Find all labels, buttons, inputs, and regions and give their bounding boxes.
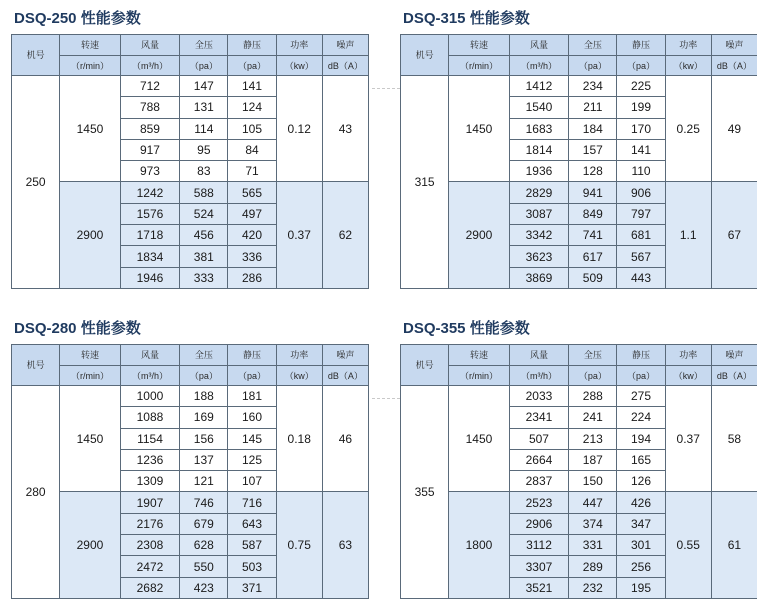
power-cell: 0.75: [276, 492, 322, 598]
airflow-cell: 3869: [509, 267, 569, 288]
airflow-cell: 1242: [120, 182, 180, 203]
power-cell: 0.37: [276, 182, 322, 288]
static-pressure-cell: 195: [617, 577, 665, 598]
static-pressure-cell: 275: [617, 386, 665, 407]
spec-block-dsq-280: [11, 318, 371, 599]
total-pressure-cell: 241: [569, 407, 617, 428]
airflow-cell: 2308: [120, 535, 180, 556]
header-speed-unit: （r/min）: [60, 366, 121, 386]
total-pressure-cell: 137: [180, 449, 228, 470]
airflow-cell: 3307: [509, 556, 569, 577]
airflow-cell: 2341: [509, 407, 569, 428]
static-pressure-cell: 256: [617, 556, 665, 577]
header-static-pressure: 静压: [617, 35, 665, 56]
header-speed-unit: （r/min）: [449, 366, 510, 386]
airflow-cell: 2837: [509, 471, 569, 492]
header-static-pressure: 静压: [617, 345, 665, 366]
airflow-cell: 1683: [509, 118, 569, 139]
power-cell: 0.55: [665, 492, 711, 598]
header-airflow-unit: （m³/h）: [509, 366, 569, 386]
total-pressure-cell: 289: [569, 556, 617, 577]
table-row: [401, 386, 757, 407]
static-pressure-cell: 165: [617, 449, 665, 470]
airflow-cell: 2906: [509, 513, 569, 534]
header-power: 功率: [665, 345, 711, 366]
header-noise-unit: dB（A）: [711, 366, 757, 386]
header-airflow: 风量: [509, 35, 569, 56]
header-speed: 转速: [60, 35, 121, 56]
header-noise: 噪声: [322, 35, 368, 56]
static-pressure-cell: 497: [228, 203, 276, 224]
static-pressure-cell: 141: [228, 76, 276, 97]
table-title: DSQ-250 性能参数: [14, 10, 141, 27]
header-total-pressure: 全压: [180, 35, 228, 56]
static-pressure-cell: 126: [617, 471, 665, 492]
airflow-cell: 712: [120, 76, 180, 97]
total-pressure-cell: 232: [569, 577, 617, 598]
airflow-cell: 973: [120, 161, 180, 182]
divider-dashes: [372, 88, 400, 89]
static-pressure-cell: 426: [617, 492, 665, 513]
airflow-cell: 3087: [509, 203, 569, 224]
static-pressure-cell: 125: [228, 449, 276, 470]
header-power: 功率: [276, 345, 322, 366]
static-pressure-cell: 107: [228, 471, 276, 492]
power-cell: 0.25: [665, 76, 711, 182]
total-pressure-cell: 211: [569, 97, 617, 118]
header-static-pressure-unit: （pa）: [228, 366, 276, 386]
static-pressure-cell: 587: [228, 535, 276, 556]
static-pressure-cell: 906: [617, 182, 665, 203]
static-pressure-cell: 371: [228, 577, 276, 598]
total-pressure-cell: 524: [180, 203, 228, 224]
spec-block-dsq-355: [400, 318, 757, 599]
airflow-cell: 3623: [509, 246, 569, 267]
static-pressure-cell: 643: [228, 513, 276, 534]
table-row: [12, 492, 369, 513]
header-power-unit: （kw）: [665, 366, 711, 386]
header-power-unit: （kw）: [276, 56, 322, 76]
total-pressure-cell: 288: [569, 386, 617, 407]
performance-table: [400, 344, 757, 599]
header-model: 机号: [401, 35, 449, 76]
table-row: [401, 182, 757, 203]
airflow-cell: 1814: [509, 139, 569, 160]
total-pressure-cell: 423: [180, 577, 228, 598]
header-static-pressure-unit: （pa）: [617, 56, 665, 76]
performance-table: [11, 34, 369, 289]
spec-block-dsq-315: [400, 8, 757, 289]
static-pressure-cell: 301: [617, 535, 665, 556]
performance-table: [11, 344, 369, 599]
airflow-cell: 1907: [120, 492, 180, 513]
airflow-cell: 1576: [120, 203, 180, 224]
static-pressure-cell: 199: [617, 97, 665, 118]
total-pressure-cell: 333: [180, 267, 228, 288]
header-total-pressure-unit: （pa）: [180, 366, 228, 386]
static-pressure-cell: 194: [617, 428, 665, 449]
header-airflow: 风量: [509, 345, 569, 366]
header-noise-unit: dB（A）: [711, 56, 757, 76]
static-pressure-cell: 160: [228, 407, 276, 428]
header-power: 功率: [276, 35, 322, 56]
header-airflow-unit: （m³/h）: [120, 366, 180, 386]
speed-cell: 2900: [60, 182, 121, 288]
static-pressure-cell: 797: [617, 203, 665, 224]
total-pressure-cell: 550: [180, 556, 228, 577]
header-static-pressure: 静压: [228, 345, 276, 366]
model-cell: 355: [401, 386, 449, 599]
spec-block-dsq-250: [11, 8, 371, 289]
airflow-cell: 1412: [509, 76, 569, 97]
airflow-cell: 917: [120, 139, 180, 160]
static-pressure-cell: 105: [228, 118, 276, 139]
model-cell: 280: [12, 386, 60, 599]
static-pressure-cell: 225: [617, 76, 665, 97]
airflow-cell: 2472: [120, 556, 180, 577]
speed-cell: 1450: [449, 76, 510, 182]
static-pressure-cell: 71: [228, 161, 276, 182]
header-speed-unit: （r/min）: [60, 56, 121, 76]
noise-cell: 43: [322, 76, 368, 182]
header-speed: 转速: [449, 35, 510, 56]
noise-cell: 49: [711, 76, 757, 182]
total-pressure-cell: 213: [569, 428, 617, 449]
total-pressure-cell: 941: [569, 182, 617, 203]
noise-cell: 63: [322, 492, 368, 598]
header-airflow: 风量: [120, 345, 180, 366]
header-static-pressure-unit: （pa）: [617, 366, 665, 386]
noise-cell: 62: [322, 182, 368, 288]
header-static-pressure: 静压: [228, 35, 276, 56]
table-title: DSQ-280 性能参数: [14, 320, 141, 337]
header-power: 功率: [665, 35, 711, 56]
header-airflow-unit: （m³/h）: [509, 56, 569, 76]
model-cell: 315: [401, 76, 449, 289]
airflow-cell: 1718: [120, 225, 180, 246]
static-pressure-cell: 565: [228, 182, 276, 203]
table-title: DSQ-355 性能参数: [403, 320, 530, 337]
header-airflow: 风量: [120, 35, 180, 56]
header-total-pressure: 全压: [569, 35, 617, 56]
total-pressure-cell: 128: [569, 161, 617, 182]
speed-cell: 2900: [60, 492, 121, 598]
total-pressure-cell: 95: [180, 139, 228, 160]
static-pressure-cell: 110: [617, 161, 665, 182]
total-pressure-cell: 150: [569, 471, 617, 492]
total-pressure-cell: 331: [569, 535, 617, 556]
total-pressure-cell: 849: [569, 203, 617, 224]
static-pressure-cell: 141: [617, 139, 665, 160]
header-total-pressure: 全压: [569, 345, 617, 366]
header-power-unit: （kw）: [665, 56, 711, 76]
header-static-pressure-unit: （pa）: [228, 56, 276, 76]
airflow-cell: 2523: [509, 492, 569, 513]
airflow-cell: 859: [120, 118, 180, 139]
airflow-cell: 1309: [120, 471, 180, 492]
model-cell: 250: [12, 76, 60, 289]
airflow-cell: 788: [120, 97, 180, 118]
header-power-unit: （kw）: [276, 366, 322, 386]
airflow-cell: 2664: [509, 449, 569, 470]
header-noise: 噪声: [322, 345, 368, 366]
noise-cell: 61: [711, 492, 757, 598]
static-pressure-cell: 503: [228, 556, 276, 577]
total-pressure-cell: 509: [569, 267, 617, 288]
header-model: 机号: [12, 345, 60, 386]
header-total-pressure: 全压: [180, 345, 228, 366]
static-pressure-cell: 420: [228, 225, 276, 246]
airflow-cell: 3342: [509, 225, 569, 246]
power-cell: 0.37: [665, 386, 711, 492]
airflow-cell: 2829: [509, 182, 569, 203]
header-noise-unit: dB（A）: [322, 366, 368, 386]
total-pressure-cell: 381: [180, 246, 228, 267]
total-pressure-cell: 374: [569, 513, 617, 534]
airflow-cell: 1936: [509, 161, 569, 182]
divider-dashes: [372, 398, 400, 399]
total-pressure-cell: 456: [180, 225, 228, 246]
power-cell: 0.12: [276, 76, 322, 182]
static-pressure-cell: 347: [617, 513, 665, 534]
airflow-cell: 1154: [120, 428, 180, 449]
airflow-cell: 1236: [120, 449, 180, 470]
speed-cell: 1450: [449, 386, 510, 492]
header-model: 机号: [12, 35, 60, 76]
total-pressure-cell: 114: [180, 118, 228, 139]
total-pressure-cell: 617: [569, 246, 617, 267]
airflow-cell: 1540: [509, 97, 569, 118]
airflow-cell: 507: [509, 428, 569, 449]
total-pressure-cell: 746: [180, 492, 228, 513]
header-noise: 噪声: [711, 35, 757, 56]
total-pressure-cell: 187: [569, 449, 617, 470]
total-pressure-cell: 131: [180, 97, 228, 118]
static-pressure-cell: 716: [228, 492, 276, 513]
header-speed-unit: （r/min）: [449, 56, 510, 76]
airflow-cell: 2033: [509, 386, 569, 407]
static-pressure-cell: 84: [228, 139, 276, 160]
total-pressure-cell: 83: [180, 161, 228, 182]
header-total-pressure-unit: （pa）: [180, 56, 228, 76]
airflow-cell: 3521: [509, 577, 569, 598]
table-row: [401, 76, 757, 97]
total-pressure-cell: 169: [180, 407, 228, 428]
static-pressure-cell: 336: [228, 246, 276, 267]
power-cell: 1.1: [665, 182, 711, 288]
total-pressure-cell: 628: [180, 535, 228, 556]
performance-table: [400, 34, 757, 289]
total-pressure-cell: 157: [569, 139, 617, 160]
static-pressure-cell: 567: [617, 246, 665, 267]
total-pressure-cell: 188: [180, 386, 228, 407]
airflow-cell: 2682: [120, 577, 180, 598]
table-row: [12, 182, 369, 203]
table-row: [12, 386, 369, 407]
total-pressure-cell: 741: [569, 225, 617, 246]
header-total-pressure-unit: （pa）: [569, 366, 617, 386]
power-cell: 0.18: [276, 386, 322, 492]
speed-cell: 1800: [449, 492, 510, 598]
total-pressure-cell: 234: [569, 76, 617, 97]
header-model: 机号: [401, 345, 449, 386]
total-pressure-cell: 156: [180, 428, 228, 449]
airflow-cell: 1946: [120, 267, 180, 288]
table-title: DSQ-315 性能参数: [403, 10, 530, 27]
static-pressure-cell: 145: [228, 428, 276, 449]
header-airflow-unit: （m³/h）: [120, 56, 180, 76]
static-pressure-cell: 224: [617, 407, 665, 428]
airflow-cell: 1834: [120, 246, 180, 267]
header-speed: 转速: [449, 345, 510, 366]
total-pressure-cell: 184: [569, 118, 617, 139]
static-pressure-cell: 681: [617, 225, 665, 246]
total-pressure-cell: 447: [569, 492, 617, 513]
header-noise: 噪声: [711, 345, 757, 366]
total-pressure-cell: 121: [180, 471, 228, 492]
total-pressure-cell: 679: [180, 513, 228, 534]
airflow-cell: 3112: [509, 535, 569, 556]
header-noise-unit: dB（A）: [322, 56, 368, 76]
static-pressure-cell: 170: [617, 118, 665, 139]
static-pressure-cell: 181: [228, 386, 276, 407]
airflow-cell: 1088: [120, 407, 180, 428]
total-pressure-cell: 588: [180, 182, 228, 203]
airflow-cell: 1000: [120, 386, 180, 407]
total-pressure-cell: 147: [180, 76, 228, 97]
static-pressure-cell: 286: [228, 267, 276, 288]
speed-cell: 1450: [60, 386, 121, 492]
header-total-pressure-unit: （pa）: [569, 56, 617, 76]
noise-cell: 46: [322, 386, 368, 492]
noise-cell: 67: [711, 182, 757, 288]
table-row: [401, 492, 757, 513]
airflow-cell: 2176: [120, 513, 180, 534]
static-pressure-cell: 443: [617, 267, 665, 288]
static-pressure-cell: 124: [228, 97, 276, 118]
noise-cell: 58: [711, 386, 757, 492]
speed-cell: 2900: [449, 182, 510, 288]
header-speed: 转速: [60, 345, 121, 366]
speed-cell: 1450: [60, 76, 121, 182]
table-row: [12, 76, 369, 97]
